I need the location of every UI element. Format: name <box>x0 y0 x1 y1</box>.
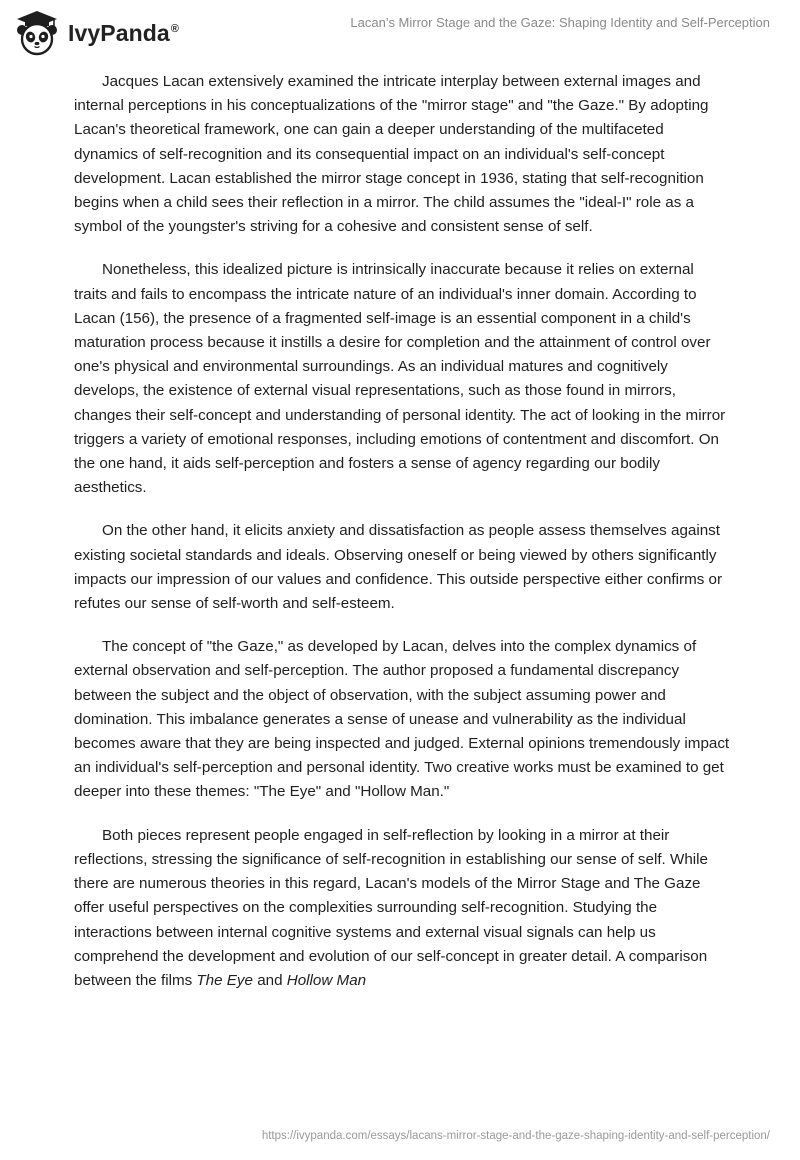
essay-body <box>74 70 730 1012</box>
ivypanda-logo[interactable] <box>12 8 179 58</box>
brand-name: IvyPanda® <box>68 19 180 46</box>
paragraph-connector: and <box>252 971 287 989</box>
paragraph: Nonetheless, this idealized picture is intrinsically inaccurate because it relies on external traits and fails to encompass the intricate nature of an individual's inner domain. According to Lacan (156), the presence of a fragmented self-image is an essential component in a child's maturation process because it instills a desire for completion and the attainment of control over one's physical and environmental surroundings. As an individual matures and cognitively develops, the existence of external visual representations, such as those found in mirrors, changes their self-concept and understanding of personal identity. The act of looking in the mirror triggers a variety of emotional responses, including emotions of contentment and discomfort. On the one hand, it aids self-perception and fosters a sense of agency regarding our bodily aesthetics. <box>74 261 726 497</box>
source-url[interactable]: https://ivypanda.com/essays/lacans-mirror-stage-and-the-gaze-shaping-identity-and-self-perception/ <box>261 1130 770 1142</box>
film-title: Hollow Man <box>286 971 367 989</box>
paragraph-text: Both pieces represent people engaged in self-reflection by looking in a mirror at their reflections, stressing the significance of self-recognition in establishing our sense of self. While there are numerous theories in this regard, Lacan's models of the Mirror Stage and The Gaze offer useful perspectives on the complexities surrounding self-recognition. Studying the interactions between internal cognitive systems and external visual signals can help us comprehend the development and evolution of our self-concept in greater detail. A comparison between the films <box>74 826 708 989</box>
paragraph: The concept of "the Gaze," as developed by Lacan, delves into the complex dynamics of external observation and self-perception. The author proposed a fundamental discrepancy between the subject and the object of observation, with the subject assuming power and domination. This imbalance generates a sense of unease and vulnerability as the individual becomes aware that they are being inspected and judged. External opinions tremendously impact an individual's self-perception and personal identity. Two creative works must be examined to get deeper into these themes: "The Eye" and "Hollow Man." <box>74 638 730 801</box>
panda-graduate-icon <box>12 8 62 58</box>
film-title: The Eye <box>196 971 253 989</box>
paragraph: Jacques Lacan extensively examined the intricate interplay between external images and internal perceptions in his conceptualizations of the "mirror stage" and "the Gaze." By adopting Lacan's theoretical framework, one can gain a deeper understanding of the multifaceted dynamics of self-recognition and its consequential impact on an individual's self-concept development. Lacan established the mirror stage concept in 1936, stating that self-recognition begins when a child sees their reflection in a mirror. The child assumes the "ideal-I" role as a symbol of the youngster's striving for a cohesive and consistent sense of self. <box>74 73 709 236</box>
registered-mark: ® <box>170 22 180 35</box>
document-title: Lacan’s Mirror Stage and the Gaze: Shaping Identity and Self-Perception <box>350 15 770 30</box>
paragraph: On the other hand, it elicits anxiety and dissatisfaction as people assess themselves against existing societal standards and ideals. Observing oneself or being viewed by others significantly impacts our impression of our values and confidence. This outside perspective either confirms or refutes our sense of self-worth and self-esteem. <box>74 522 723 613</box>
page-header <box>0 0 800 70</box>
paragraph-last <box>74 824 730 993</box>
